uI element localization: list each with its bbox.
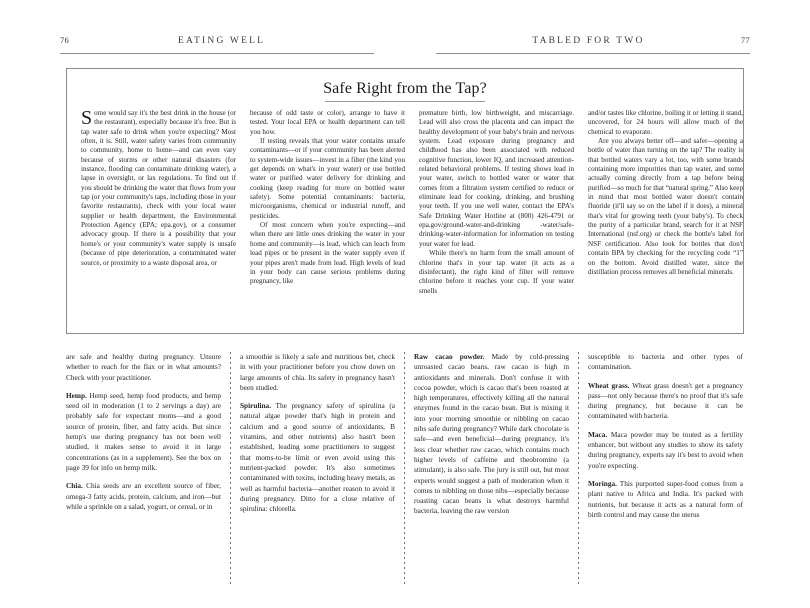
- entry-term: Chia.: [66, 481, 83, 491]
- entry-body: Chia seeds are an excellent source of fiber, omega-3 fatty acids, protein, calcium, and iron—but while a sprinkle on a salad, yogurt, or cereal, or in: [66, 481, 221, 511]
- feature-paragraph: [81, 109, 236, 268]
- body-column-4: [588, 352, 743, 584]
- running-head: [60, 36, 750, 54]
- feature-box: [66, 68, 744, 334]
- body-paragraph: [240, 401, 395, 514]
- feature-column-2: [250, 109, 405, 296]
- body-paragraph: [240, 352, 395, 393]
- feature-paragraph: Of most concern when you're expecting—and when there are little ones drinking the water in your home and community—is lead, which can leach from lead pipes or be present in the water supply even if your pipes aren't made from lead. High levels of lead in your body can cause serious problems during pregnancy, like: [250, 221, 405, 286]
- body-paragraph: [66, 352, 221, 383]
- entry-term: Wheat grass.: [588, 380, 630, 390]
- running-head-rule-right: [436, 53, 750, 54]
- body-paragraph: [588, 479, 743, 520]
- body-paragraph: [588, 381, 743, 422]
- body-paragraph: [588, 430, 743, 471]
- entry-body: Wheat grass doesn't get a pregnancy pass—not only because there's no proof that it's safe during pregnancy, but because it can be contaminated with bacteria.: [588, 380, 743, 421]
- column-divider: [569, 352, 588, 584]
- column-divider: [395, 352, 414, 584]
- feature-column-4: [588, 109, 743, 296]
- body-column-1: [66, 352, 221, 584]
- title-rule: [325, 101, 485, 102]
- feature-paragraph: premature birth, low birthweight, and miscarriage. Lead will also cross the placenta and can impact the healthy development of your baby's brain and nervous system. Lead exposure during pregnancy and childhood has also been associated with reduced cognitive function, lower IQ, and increased attention-related behavioral problems. If testing shows lead in your water, switch to bottled water or water that comes from a filtration system certified to reduce or eliminate lead for cooking, drinking, and brushing your teeth. If you use well water, contact the EPA's Safe Drinking Water Hotline at (800) 426-4791 or epa.gov/ground-water-and-drinking -water/safe-drinking-water-information for information on testing your water for lead.: [419, 109, 574, 248]
- running-head-rule-left: [60, 53, 374, 54]
- entry-body: Hemp seed, hemp food products, and hemp seed oil in moderation (1 to 2 servings a day) are probably safe for expectant moms—and a good source of protein, fiber, and fatty acids. But since hemp's use during pregnancy has not been well studied, it makes sense to avoid it in large concentrations (as in a supplement). See the box on page 39 for info on hemp milk.: [66, 390, 221, 472]
- feature-columns: [81, 107, 743, 296]
- body-column-2: [240, 352, 395, 584]
- entry-term: Raw cacao powder.: [414, 352, 485, 361]
- folio-right: 77: [740, 35, 750, 45]
- entry-body: Made by cold-pressing unroasted cacao beans, raw cacao is high in antioxidants and minerals. Don't confuse it with cocoa powder, which is cacao that's been roasted at high temperatures, effectively killing all the natural enzymes found in the cacao bean. But is mixing it into your morning smoothie or nibbling on cacao nibs safe during pregnancy? While dark chocolate is safe—and even beneficial—during pregnancy, it's less clear whether raw cacao, which contains much higher levels of caffeine and theobromine (a stimulant), is also safe. The jury is still out, but most experts would suggest a path of moderation when it comes to nibbling on those nibs—especially because roasting cacao beans is what destroys harmful bacteria, leaving the raw version: [414, 352, 569, 516]
- feature-column-1: [81, 109, 236, 296]
- column-divider: [221, 352, 240, 584]
- entry-body: a smoothie is likely a safe and nutritious bet, check in with your practitioner before you chow down on large amounts of chia. Its safety in pregnancy hasn't been studied.: [240, 352, 395, 392]
- entry-term: Maca.: [588, 429, 608, 439]
- feature-paragraph: because of odd taste or color), arrange to have it tested. Your local EPA or health department can tell you how.: [250, 109, 405, 136]
- drop-cap: S: [81, 107, 93, 129]
- entry-body: are safe and healthy during pregnancy. Unsure whether to reach for the flax or in what amounts? Check with your practitioner.: [66, 352, 221, 382]
- feature-paragraph: and/or tastes like chlorine, boiling it or letting it stand, uncovered, for 24 hours will allow much of the chemical to evaporate.: [588, 109, 743, 136]
- entry-body: The pregnancy safety of spirulina (a natural algae powder that's high in protein and calcium and a good source of antioxidants, B vitamins, and other nutrients) also hasn't been established, leading some practitioners to suggest that moms-to-be limit or even avoid using this nutrient-packed powder. It's also sometimes contaminated with toxins, including heavy metals, as well as harmful bacteria—another reason to avoid it during pregnancy. Ditto for a close relative of spirulina: chlorella.: [240, 401, 395, 514]
- feature-title: Safe Right from the Tap?: [323, 80, 487, 97]
- body-paragraph: [588, 352, 743, 373]
- lower-body: [66, 352, 744, 584]
- folio-left: 76: [60, 35, 70, 45]
- entry-term: Moringa.: [588, 478, 617, 488]
- entry-term: Hemp.: [66, 390, 87, 400]
- feature-paragraph: If testing reveals that your water contains unsafe contaminants—or if your community has been alerted to system-wide issues—invest in a filter (the kind you get depends on what's in your water) or use bottled water or purified water delivery for drinking and cooking (keep reading for more on bottled water safety). Some potential contaminants: bacteria, microorganisms, chemical or industrial runoff, and pesticides.: [250, 137, 405, 220]
- feature-paragraph: Are you always better off—and safer—opening a bottle of water than turning on the tap? The reality is that bottled waters vary a lot, too, with some brands containing more impurities than tap water, and some actually coming directly from a tap before being purified—so much for that “natural spring.” Also keep in mind that most bottled water doesn't contain fluoride (it'll say so on the label if it does), a mineral that's vital for growing teeth (your baby's). To check the purity of a particular brand, search for it at NSF International (nsf.org) or check the bottle's label for NSF certification. Also look for bottles that don't contain BPA by checking for the recycling code “1” on the bottom. Avoid distilled water, since the distillation process removes all beneficial minerals.: [588, 137, 743, 276]
- body-paragraph: [66, 481, 221, 512]
- running-head-title-left: EATING WELL: [178, 36, 266, 46]
- entry-body: susceptible to bacteria and other types of contamination.: [588, 352, 743, 372]
- feature-paragraph-text: ome would say it's the best drink in the house (or the restaurant), especially because it's free. But is tap water safe to drink when you're expecting? Most often, it is. Still, water safety varies from community to community, home to home—and can even vary because of storms or other natural disasters (for instance, flooding can contaminate drinking water), a lapse in oversight, or lax regulations. To find out if you should be drinking the water that flows from your tap (or your community's taps, including those in your favorite restaurants), check with your local water supplier or health department, the Environmental Protection Agency (EPA; epa.gov), or a consumer advocacy group. If there is a possibility that your home's or your community's water supply is unsafe (because of pipe deterioration, a contaminated water source, or proximity to a waste disposal area, or: [81, 109, 236, 267]
- entry-body: Maca powder may be touted as a fertility enhancer, but without any studies to show its safety during pregnancy, experts say it's best to avoid when you're expecting.: [588, 429, 743, 470]
- entry-term: Spirulina.: [240, 401, 272, 411]
- running-head-left: [60, 36, 374, 47]
- body-paragraph: [66, 391, 221, 473]
- running-head-title-right: TABLED FOR TWO: [532, 36, 645, 46]
- feature-column-3: [419, 109, 574, 296]
- feature-paragraph: While there's no harm from the small amount of chlorine that's in your tap water (it acts as a disinfectant), the right kind of filter will remove chlorine before it reaches your cup. If your water smells: [419, 249, 574, 295]
- entry-body: This purported super-food comes from a plant native to Africa and India. It's packed with nutrients, but because it acts as a natural form of birth control and may cause the uterus: [588, 478, 743, 519]
- body-column-3: [414, 352, 569, 584]
- running-head-right: [436, 36, 750, 47]
- body-paragraph: [414, 352, 569, 517]
